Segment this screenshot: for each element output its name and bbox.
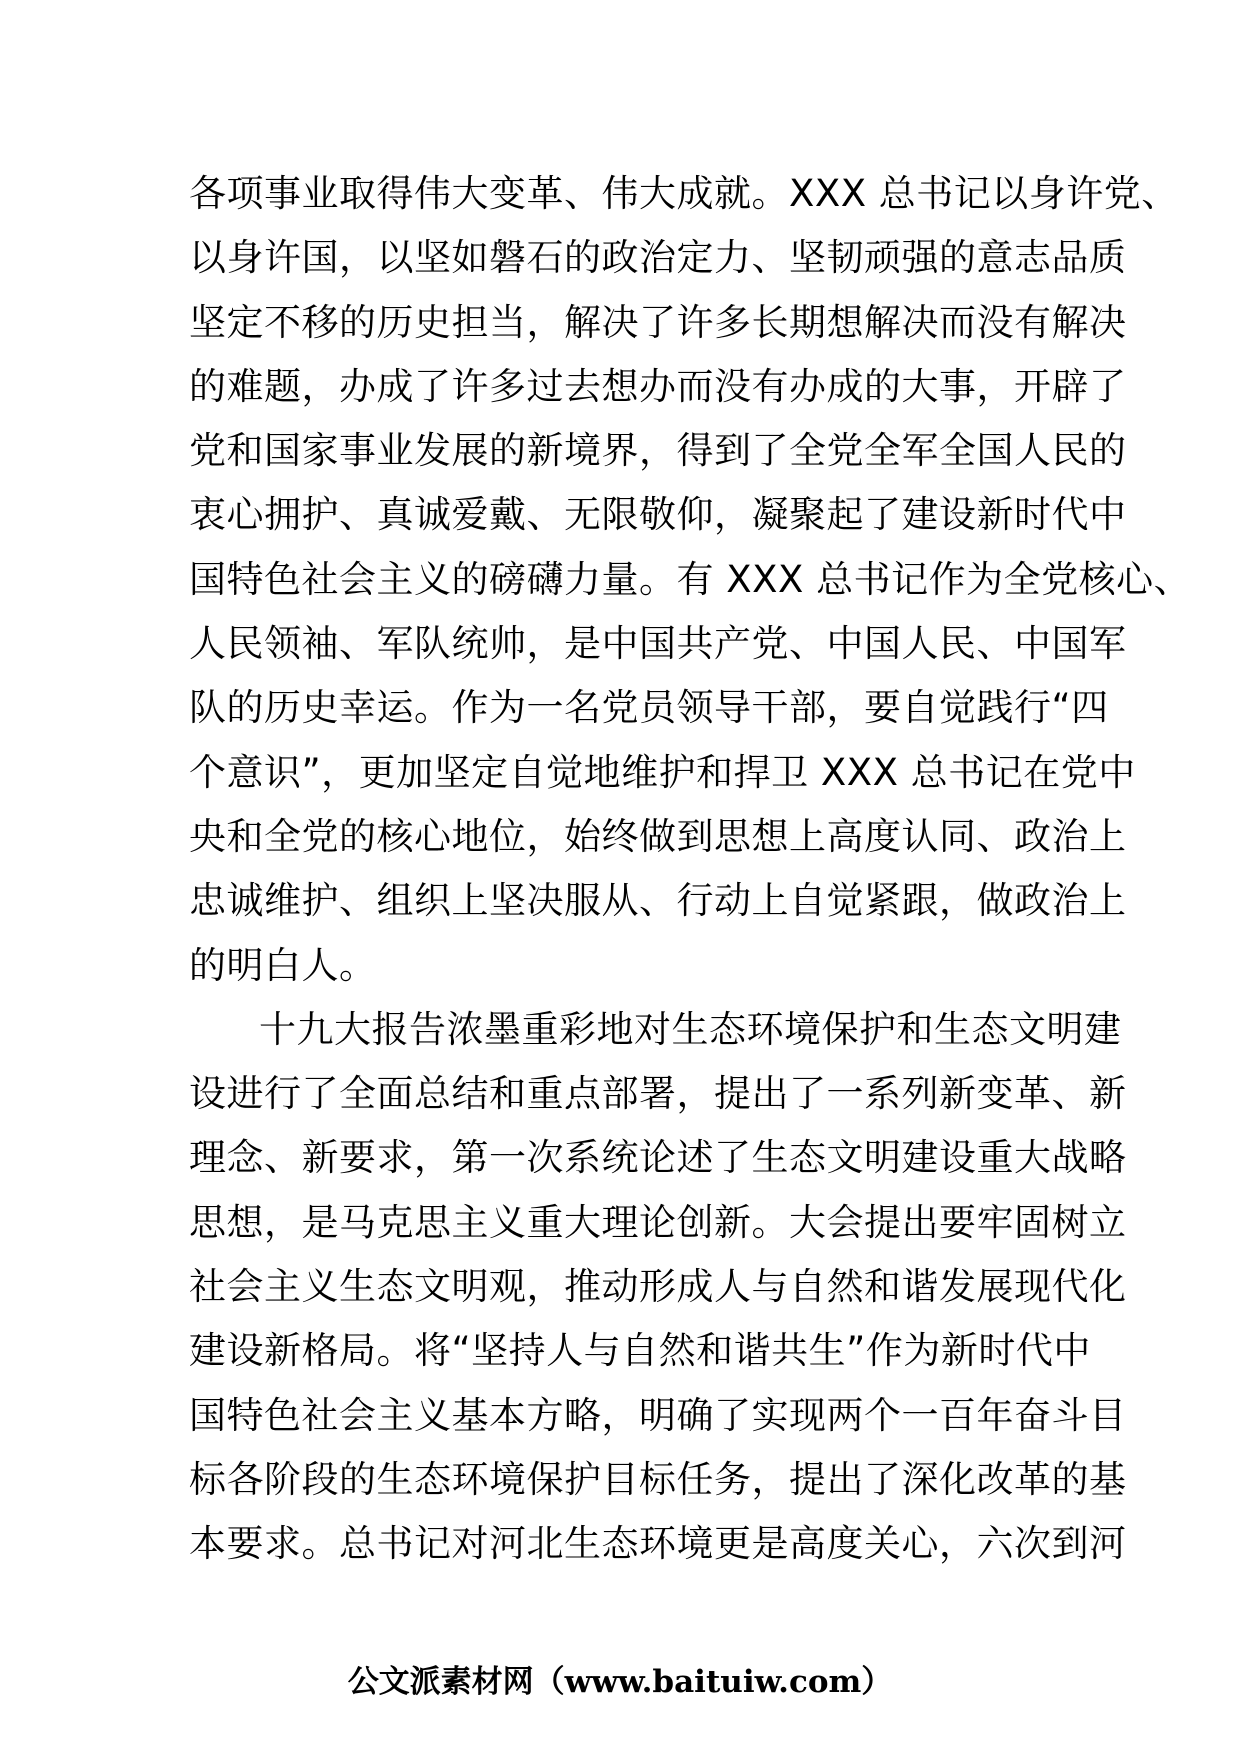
text-line: 队的历史幸运。作为一名党员领导干部，要自觉践行“四: [189, 686, 1109, 730]
text-line: 标各阶段的生态环境保护目标任务，提出了深化改革的基: [189, 1457, 1127, 1501]
text-line: 的难题，办成了许多过去想办而没有办成的大事，开辟了: [189, 364, 1127, 408]
text-line: 央和全党的核心地位，始终做到思想上高度认同、政治上: [189, 814, 1127, 858]
text-line: 社会主义生态文明观，推动形成人与自然和谐发展现代化: [189, 1265, 1127, 1309]
text-line: 人民领袖、军队统帅，是中国共产党、中国人民、中国军: [189, 622, 1127, 666]
text-line: 衷心拥护、真诚爱戴、无限敬仰，凝聚起了建设新时代中: [189, 493, 1127, 537]
text-line: 党和国家事业发展的新境界，得到了全党全军全国人民的: [189, 429, 1127, 473]
text-line: 个意识”，更加坚定自觉地维护和捍卫 XXX 总书记在党中: [189, 750, 1136, 794]
text-line: 的明白人。: [189, 943, 377, 987]
text-line: 建设新格局。将“坚持人与自然和谐共生”作为新时代中: [189, 1329, 1091, 1373]
text-line: 本要求。总书记对河北生态环境更是高度关心，六次到河: [189, 1522, 1127, 1566]
text-line: 国特色社会主义的磅礴力量。有 XXX 总书记作为全党核心、: [189, 557, 1192, 601]
text-line: 设进行了全面总结和重点部署，提出了一系列新变革、新: [189, 1072, 1127, 1116]
paragraph-start-line: 十九大报告浓墨重彩地对生态环境保护和生态文明建: [259, 1007, 1122, 1051]
text-line: 坚定不移的历史担当，解决了许多长期想解决而没有解决: [189, 300, 1127, 344]
text-line: 忠诚维护、组织上坚决服从、行动上自觉紧跟，做政治上: [189, 879, 1127, 923]
text-line: 各项事业取得伟大变革、伟大成就。XXX 总书记以身许党、: [189, 172, 1179, 215]
text-line: 国特色社会主义基本方略，明确了实现两个一百年奋斗目: [189, 1393, 1127, 1437]
text-line: 思想，是马克思主义重大理论创新。大会提出要牢固树立: [189, 1200, 1127, 1244]
text-line: 理念、新要求，第一次系统论述了生态文明建设重大战略: [189, 1136, 1127, 1180]
text-line: 以身许国，以坚如磐石的政治定力、坚韧顽强的意志品质: [189, 236, 1127, 280]
body-text: [189, 162, 1192, 1577]
footer-watermark: 公文派素材网（www.baituiw.com）: [347, 1664, 893, 1700]
